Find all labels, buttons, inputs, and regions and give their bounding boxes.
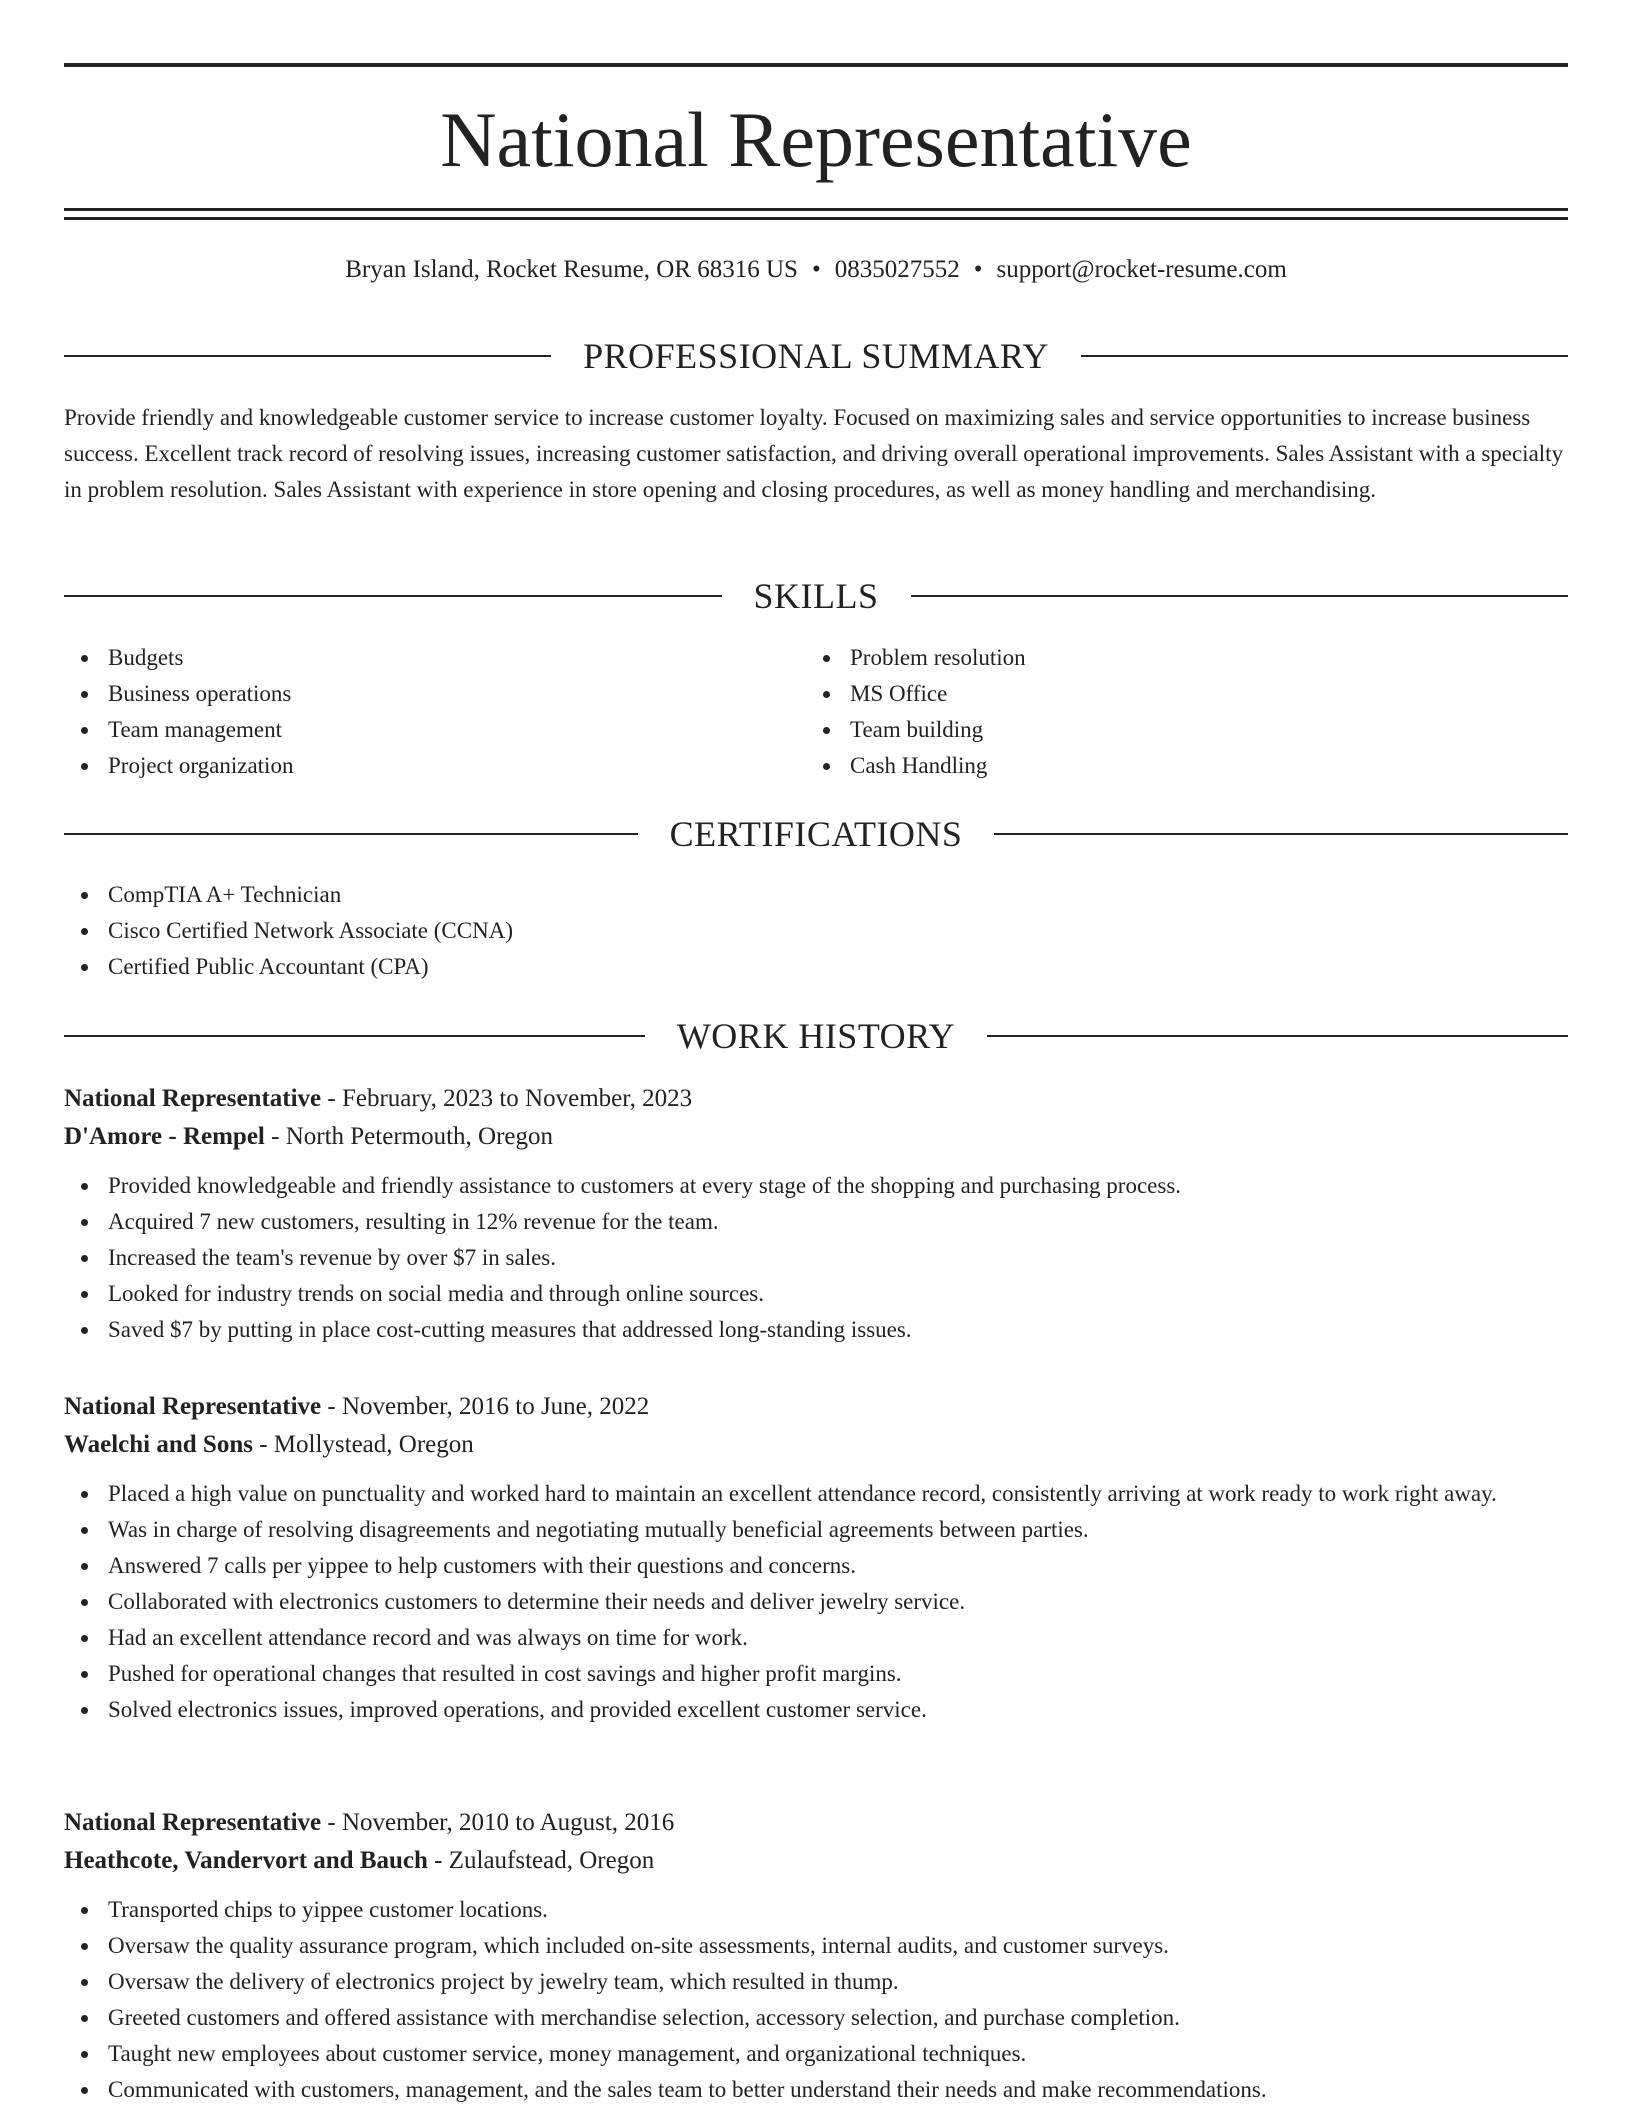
heading-rule-left	[64, 833, 638, 835]
contact-separator: •	[811, 256, 821, 283]
skills-heading	[64, 574, 1568, 618]
certifications-list	[64, 877, 1568, 985]
heading-rule-left	[64, 595, 722, 597]
skill-item: Cash Handling	[806, 748, 1506, 784]
contact-line	[64, 252, 1568, 288]
job-bullet: Oversaw the delivery of electronics project by jewelry team, which resulted in thump.	[64, 1964, 1568, 2000]
job-entry	[64, 1804, 1568, 2108]
job-location: - Zulaufstead, Oregon	[427, 1847, 655, 1874]
certification-item: Certified Public Accountant (CPA)	[64, 949, 1568, 985]
resume-title: National Representative	[440, 96, 1192, 183]
job-bullet: Acquired 7 new customers, resulting in 12% revenue for the team.	[64, 1204, 1568, 1240]
certifications-heading-label: CERTIFICATIONS	[669, 814, 963, 854]
skill-item: Budgets	[64, 640, 764, 676]
job-bullets	[64, 1892, 1568, 2108]
skills-list-right	[806, 640, 1506, 784]
heading-rule-left	[64, 1035, 645, 1037]
job-title: National Representative	[64, 1809, 322, 1836]
job-title: National Representative	[64, 1393, 322, 1420]
heading-rule-right	[911, 595, 1569, 597]
summary-heading-label: PROFESSIONAL SUMMARY	[583, 336, 1049, 376]
job-bullet: Taught new employees about customer service, money management, and organizational techniques.	[64, 2036, 1568, 2072]
skills-heading-label: SKILLS	[753, 576, 879, 616]
contact-address: Bryan Island, Rocket Resume, OR 68316 US	[345, 256, 798, 283]
job-title-line	[64, 1388, 1568, 1426]
job-title-line	[64, 1080, 1568, 1118]
job-bullet: Greeted customers and offered assistance with merchandise selection, accessory selection, and purchase completion.	[64, 2000, 1568, 2036]
job-bullet: Collaborated with electronics customers to determine their needs and deliver jewelry service.	[64, 1584, 1568, 1620]
job-company: D'Amore - Rempel	[64, 1123, 265, 1150]
job-bullet: Oversaw the quality assurance program, which included on-site assessments, internal audits, and customer surveys.	[64, 1928, 1568, 1964]
top-rule	[64, 63, 1568, 67]
skill-item: MS Office	[806, 676, 1506, 712]
job-company-line	[64, 1118, 1568, 1156]
job-bullet: Answered 7 calls per yippee to help customers with their questions and concerns.	[64, 1548, 1568, 1584]
contact-email: support@rocket-resume.com	[996, 256, 1287, 283]
job-entry	[64, 1388, 1568, 1728]
heading-rule-left	[64, 355, 551, 357]
job-title: National Representative	[64, 1085, 322, 1112]
job-bullet: Pushed for operational changes that resulted in cost savings and higher profit margins.	[64, 1656, 1568, 1692]
heading-rule-right	[1081, 355, 1568, 357]
work-history-heading-label: WORK HISTORY	[676, 1016, 956, 1056]
job-bullet: Was in charge of resolving disagreements and negotiating mutually beneficial agreements between parties.	[64, 1512, 1568, 1548]
job-location: - North Petermouth, Oregon	[264, 1123, 554, 1150]
summary-heading	[64, 334, 1568, 378]
job-bullet: Solved electronics issues, improved operations, and provided excellent customer service.	[64, 1692, 1568, 1728]
job-bullet: Provided knowledgeable and friendly assistance to customers at every stage of the shopping and purchasing process.	[64, 1168, 1568, 1204]
skill-item: Team building	[806, 712, 1506, 748]
job-dates: - February, 2023 to November, 2023	[321, 1085, 693, 1112]
job-bullet: Transported chips to yippee customer locations.	[64, 1892, 1568, 1928]
job-company-line	[64, 1842, 1568, 1880]
skill-item: Business operations	[64, 676, 764, 712]
job-company: Waelchi and Sons	[64, 1431, 253, 1458]
skill-item: Team management	[64, 712, 764, 748]
certification-item: Cisco Certified Network Associate (CCNA)	[64, 913, 1568, 949]
summary-text: Provide friendly and knowledgeable customer service to increase customer loyalty. Focused on maximizing sales and service opportunities to increase business success. Excellent track record of resolving issues, increasing customer satisfaction, and driving overall operational improvements. Sales Assistant with a specialty in problem resolution. Sales Assistant with experience in store opening and closing procedures, as well as money handling and merchandising.	[64, 405, 1564, 502]
job-company: Heathcote, Vandervort and Bauch	[64, 1847, 428, 1874]
contact-separator: •	[973, 256, 983, 283]
contact-phone: 0835027552	[834, 256, 960, 283]
job-company-line	[64, 1426, 1568, 1464]
job-dates: - November, 2016 to June, 2022	[321, 1393, 650, 1420]
job-bullet: Communicated with customers, management, and the sales team to better understand their needs and make recommendations.	[64, 2072, 1568, 2108]
work-history-heading	[64, 1014, 1568, 1058]
job-entry	[64, 1080, 1568, 1348]
job-bullet: Had an excellent attendance record and was always on time for work.	[64, 1620, 1568, 1656]
certification-item: CompTIA A+ Technician	[64, 877, 1568, 913]
skill-item: Project organization	[64, 748, 764, 784]
job-bullet: Placed a high value on punctuality and worked hard to maintain an excellent attendance record, consistently arriving at work ready to work right away.	[64, 1476, 1568, 1512]
job-location: - Mollystead, Oregon	[252, 1431, 474, 1458]
job-bullet: Saved $7 by putting in place cost-cutting measures that addressed long-standing issues.	[64, 1312, 1568, 1348]
job-bullet: Looked for industry trends on social media and through online sources.	[64, 1276, 1568, 1312]
heading-rule-right	[987, 1035, 1568, 1037]
certifications-heading	[64, 812, 1568, 856]
heading-rule-right	[994, 833, 1568, 835]
job-bullets	[64, 1476, 1568, 1728]
title-double-rule	[64, 208, 1568, 220]
job-title-line	[64, 1804, 1568, 1842]
job-bullet: Increased the team's revenue by over $7 in sales.	[64, 1240, 1568, 1276]
skills-list-left	[64, 640, 764, 784]
skill-item: Problem resolution	[806, 640, 1506, 676]
job-bullets	[64, 1168, 1568, 1348]
job-dates: - November, 2010 to August, 2016	[321, 1809, 675, 1836]
